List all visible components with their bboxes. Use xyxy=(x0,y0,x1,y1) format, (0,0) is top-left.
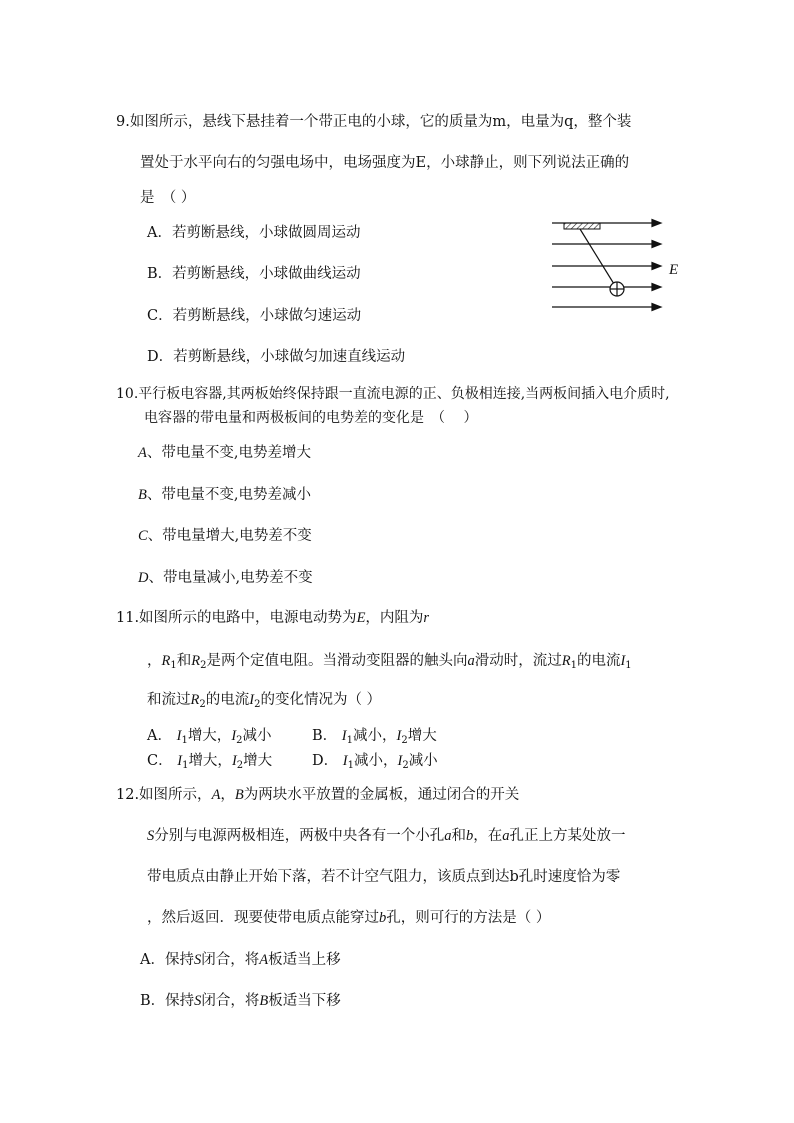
q12-stem-line-3: 带电质点由静止开始下落，若不计空气阻力，该质点到达b孔时速度恰为零 xyxy=(147,869,621,885)
charged-ball xyxy=(610,282,624,296)
q9-stem-line-1: 9.如图所示，悬线下悬挂着一个带正电的小球，它的质量为m，电量为q，整个装 xyxy=(116,114,632,130)
q11-stem-line-2: ，$R_1$和$R_2$是两个定值电阻。当滑动变阻器的触头向a滑动时，流过$R_1$的电流$I_1$ xyxy=(147,653,632,671)
q9-option-d: D．若剪断悬线，小球做匀加速直线运动 xyxy=(147,349,406,365)
field-lines xyxy=(552,220,661,311)
q12-stem-line-1: 12.如图所示，A，B为两块水平放置的金属板，通过闭合的开关 xyxy=(116,787,520,803)
q11-stem-line-3: 和流过$R_2$的电流$I_2$的变化情况为（ ） xyxy=(147,692,382,710)
q10-stem-line-1: 10.平行板电容器,其两板始终保持跟一直流电源的正、负极相连接,当两板间插入电介质时, xyxy=(116,386,670,402)
q10-option-b: B、带电量不变,电势差减小 xyxy=(138,487,311,503)
q12-option-a: A．保持S闭合，将A板适当上移 xyxy=(140,952,341,968)
q11-stem-line-1: 11.如图所示的电路中，电源电动势为E，内阻为r xyxy=(116,610,430,626)
q9-stem-line-2: 置处于水平向右的匀强电场中，电场强度为E，小球静止，则下列说法正确的 xyxy=(140,155,630,171)
q10-option-c: C、带电量增大,电势差不变 xyxy=(138,528,312,544)
electric-field-figure xyxy=(550,210,690,315)
q12-stem-line-4: ，然后返回．现要使带电质点能穿过b孔，则可行的方法是（ ） xyxy=(147,910,551,926)
q12-stem-line-2: S分别与电源两极相连，两极中央各有一个小孔a和b，在a孔正上方某处放一 xyxy=(147,828,626,844)
q9-option-c: C．若剪断悬线，小球做匀速运动 xyxy=(147,308,362,324)
q10-stem-line-2: 电容器的带电量和两极板间的电势差的变化是 （ ） xyxy=(144,410,478,426)
q11-option-d: D． $I_1$减小，$I_2$减小 xyxy=(312,753,438,771)
field-label: E xyxy=(669,262,679,278)
q10-option-d: D、带电量减小,电势差不变 xyxy=(138,570,313,586)
q9-stem-line-3: 是 （ ） xyxy=(140,190,196,206)
q12-option-b: B．保持S闭合，将B板适当下移 xyxy=(140,993,341,1009)
q10-option-a: A、带电量不变,电势差增大 xyxy=(138,445,311,461)
q11-option-a: A． $I_1$增大，$I_2$减小 xyxy=(147,728,272,746)
suspension-thread xyxy=(580,229,614,284)
q9-option-b: B．若剪断悬线，小球做曲线运动 xyxy=(147,266,361,282)
q9-option-a: A．若剪断悬线，小球做圆周运动 xyxy=(147,225,361,241)
q11-option-c: C． $I_1$增大，$I_2$增大 xyxy=(147,753,273,771)
q11-option-b: B． $I_1$减小，$I_2$增大 xyxy=(312,728,437,746)
ceiling-support xyxy=(564,223,600,229)
